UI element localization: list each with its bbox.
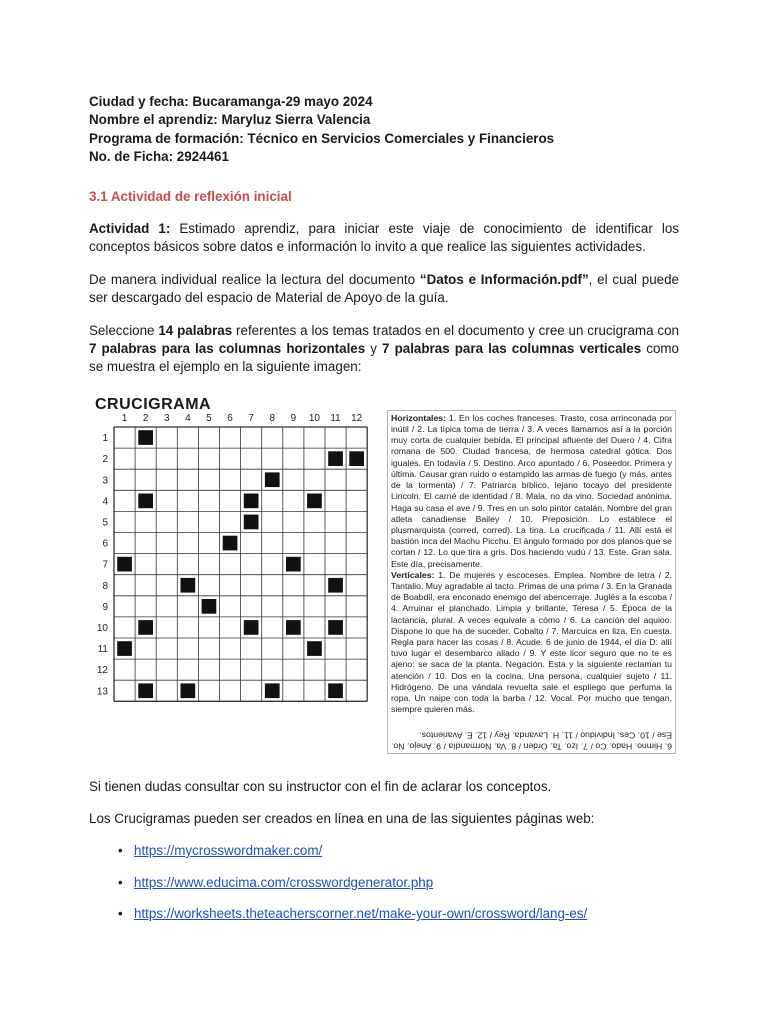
row-number: 1: [102, 432, 108, 444]
row-number: 6: [102, 538, 108, 550]
column-number: 1: [121, 412, 128, 424]
instr-d: 7 palabras para las columnas horizontales: [89, 341, 366, 357]
activity-text: Estimado aprendiz, para iniciar este viaje de conocimiento de identificar los conceptos básicos sobre datos e información lo invito a que realice las siguientes actividades.: [89, 221, 679, 255]
websites-list: [89, 842, 679, 924]
row-number: 2: [102, 454, 108, 466]
bullet-icon: •: [118, 874, 123, 890]
link-educima[interactable]: https://www.educima.com/crosswordgenerator.php: [134, 874, 434, 890]
instr-g: como se muestra el ejemplo en la siguiente imagen:: [89, 341, 679, 375]
black-square: [138, 620, 153, 635]
column-number: 2: [142, 412, 149, 424]
list-item: [89, 905, 679, 923]
clues-horizontal-label: Horizontales:: [391, 412, 447, 423]
black-square: [181, 578, 196, 593]
black-square: [138, 683, 153, 698]
black-square: [202, 599, 217, 614]
black-square: [244, 620, 259, 635]
reading-text-c: , el cual puede ser descargado del espacio de Material de Apoyo de la guía.: [89, 271, 679, 306]
black-square: [328, 578, 343, 593]
column-number: 11: [330, 412, 341, 424]
black-square: [244, 493, 259, 508]
column-number: 6: [227, 412, 233, 424]
column-number: 12: [351, 412, 363, 424]
crossword-title: CRUCIGRAMA: [95, 395, 212, 413]
column-number: 8: [269, 412, 276, 424]
clues-vertical: [391, 570, 672, 716]
link-teacherscorner[interactable]: https://worksheets.theteacherscorner.net/make-your-own/crossword/lang-es/: [134, 906, 588, 922]
black-square: [328, 451, 343, 466]
row-number: 3: [102, 475, 108, 487]
instructions-paragraph: [89, 322, 679, 377]
link-mycrosswordmaker[interactable]: https://mycrosswordmaker.com/: [134, 842, 323, 858]
reading-paragraph: [89, 271, 679, 308]
section-title: 3.1 Actividad de reflexión inicial: [89, 188, 292, 204]
column-number: 9: [290, 412, 297, 424]
black-square: [138, 493, 153, 508]
row-number: 11: [97, 643, 108, 655]
header-student-name: Nombre el aprendiz: Maryluz Sierra Valencia: [89, 112, 371, 128]
list-item: [89, 842, 679, 860]
crossword-example-image: [89, 392, 679, 764]
row-number: 5: [102, 517, 108, 529]
column-number: 4: [185, 412, 191, 424]
reading-text-a: De manera individual realice la lectura del documento: [89, 271, 420, 287]
column-number: 10: [308, 412, 321, 424]
document-page: [89, 93, 679, 924]
bullet-icon: •: [118, 906, 123, 922]
list-item: [89, 874, 679, 892]
document-header: [89, 93, 679, 167]
black-square: [286, 557, 301, 572]
instr-b: 14 palabras: [158, 322, 233, 338]
column-number: 3: [163, 412, 170, 424]
clues-vertical-label: Verticales:: [391, 569, 435, 580]
black-square: [307, 493, 322, 508]
black-square: [181, 683, 196, 698]
black-square: [265, 683, 280, 698]
instr-a: Seleccione: [89, 322, 159, 338]
activity-paragraph: [89, 220, 679, 257]
black-square: [117, 641, 132, 656]
crossword-grid: [89, 392, 385, 764]
instr-f: 7 palabras para las columnas verticales: [382, 341, 642, 357]
black-square: [286, 620, 301, 635]
black-square: [117, 557, 132, 572]
header-city-date: Ciudad y fecha: Bucaramanga-29 mayo 2024: [89, 94, 373, 109]
black-square: [223, 536, 238, 551]
clues-horizontal: [391, 413, 672, 570]
document-name: “Datos e Información.pdf”: [419, 271, 589, 287]
crossword-solutions-inverted: 6. Himno. Hado. Co / 7. Izo. Ta. Orden / 8. Va. Normandía / 9. Anejo. No. Ese / 10. Ces. Individuo / 11. H. Lavanda. Rey / 12. E. Avarientos.: [391, 729, 672, 754]
instr-e: y: [365, 341, 383, 357]
black-square: [265, 472, 280, 487]
black-square: [244, 514, 259, 529]
bullet-icon: •: [118, 842, 123, 858]
websites-intro: Los Crucigramas pueden ser creados en línea en una de las siguientes páginas web:: [89, 811, 595, 827]
row-number: 13: [96, 686, 108, 698]
row-number: 12: [96, 665, 108, 677]
black-square: [328, 683, 343, 698]
activity-lead: Actividad 1:: [89, 221, 171, 237]
clues-vertical-text: 1. De mujeres y escoceses. Emplea. Nombre de letra / 2. Tantalio. Muy agradable al tacto. Primas de una prima / 3. En la Granada de Boabdil, era enconado enemigo del abencerraje. Juglés a la escoba / 4. Arruinar el planchado. Limpia y brillante, Teresa / 5. Época de la lactancia, plural. A veces equivale a cómo / 6. La canción del aquioo. Dispone lo que ha de suceder. Cobalto / 7. Marcuica en liza. En cuesta. Regla para hacer las cosas / 8. Acude. 6 de junio de 1944, el día D: allí tuvo lugar el desembarco aliado / 9. Y este licor seguro que no te es ajeno: se saca de la planta. Negación. Esta y la siguiente reclaman tu atención / 10. Dos en la cocina. Una persona, cualquier sujeto / 11. Hidrógeno. De una vándala revuelta sale el espliego que perfuma la ropa. Un naipe con toda la barba / 12. Vocal. Por mucho que tengan, siempre quieren más.: [391, 569, 672, 715]
clues-horizontal-text: 1. En los coches franceses. Trasto, cosa arrinconada por inútil / 2. La típica toma de tierra / 3. A veces llamamos así a la porción muy corta de cualquier bebida. El principal afluente del Duero / 4. Cifra romana de 500. Ciudad francesa, de hermosa catedral gótica. Dos iguales. En todavía / 5. Destino. Arco apuntado / 6. Poseedor. Primera y última. Causar gran ruido o estampido las armas de fuego (y más, antes de la tormenta) / 7. Patriarca bíblico, lejano tocayo del presidente Lincoln. El carné de identidad / 8. Mala, no da vino. Sociedad anónima. Haga su casa el ave / 9. Tres en un solo pintor catalán. Nombre del gran atleta canadiense Bailey / 10. Preposición. Lo establece el plusmarquista (corred, corred). La tina. La crucificada / 11. Allí está el bastión inca del Machu Picchu. El ángulo formado por dos planos que se cortan / 12. Lo que tira a gris. Dos haciendo vudú / 13. Este. Gran sala. Este día, precisamente.: [391, 412, 672, 569]
black-square: [307, 641, 322, 656]
row-number: 9: [102, 601, 108, 613]
black-square: [138, 430, 153, 445]
crossword-clues-box: [387, 410, 676, 754]
column-number: 5: [206, 412, 212, 424]
row-number: 4: [102, 496, 108, 508]
column-number: 7: [248, 412, 254, 424]
header-program: Programa de formación: Técnico en Servicios Comerciales y Financieros: [89, 130, 555, 146]
questions-paragraph: Si tienen dudas consultar con su instructor con el fin de aclarar los conceptos.: [89, 778, 552, 794]
row-number: 10: [96, 622, 108, 634]
instr-c: referentes a los temas tratados en el documento y cree un crucigrama con: [232, 322, 679, 338]
black-square: [328, 620, 343, 635]
row-number: 7: [102, 559, 108, 571]
header-ficha: No. de Ficha: 2924461: [89, 149, 229, 165]
row-number: 8: [102, 580, 108, 592]
black-square: [349, 451, 364, 466]
